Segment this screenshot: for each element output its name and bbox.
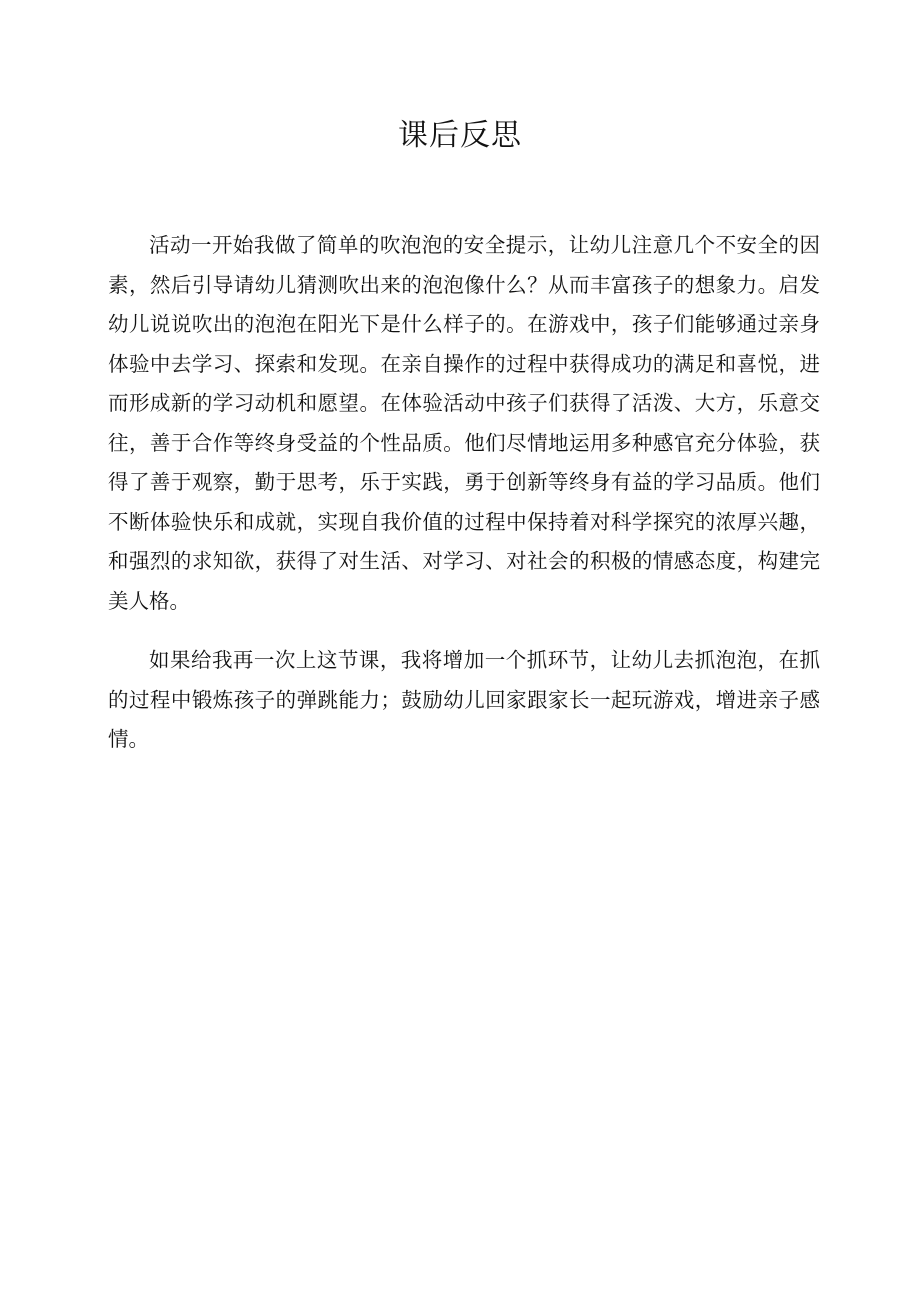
page-title: 课后反思 bbox=[398, 118, 522, 153]
paragraph-improvement: 如果给我再一次上这节课，我将增加一个抓环节，让幼儿去抓泡泡，在抓的过程中锻炼孩子的弹跳能力；鼓励幼儿回家跟家长一起玩游戏，增进亲子感情。 bbox=[108, 648, 820, 751]
paragraph-reflection: 活动一开始我做了简单的吹泡泡的安全提示，让幼儿注意几个不安全的因素，然后引导请幼儿猜测吹出来的泡泡像什么？从而丰富孩子的想象力。启发幼儿说说吹出的泡泡在阳光下是什么样子的。在游戏中，孩子们能够通过亲身体验中去学习、探索和发现。在亲自操作的过程中获得成功的满足和喜悦，进而形成新的学习动机和愿望。在体验活动中孩子们获得了活泼、大方，乐意交往，善于合作等终身受益的个性品质。他们尽情地运用多种感官充分体验，获得了善于观察，勤于思考，乐于实践，勇于创新等终身有益的学习品质。他们不断体验快乐和成就，实现自我价值的过程中保持着对科学探究的浓厚兴趣，和强烈的求知欲，获得了对生活、对学习、对社会的积极的情感态度，构建完美人格。 bbox=[108, 233, 820, 613]
document-body bbox=[108, 226, 820, 760]
